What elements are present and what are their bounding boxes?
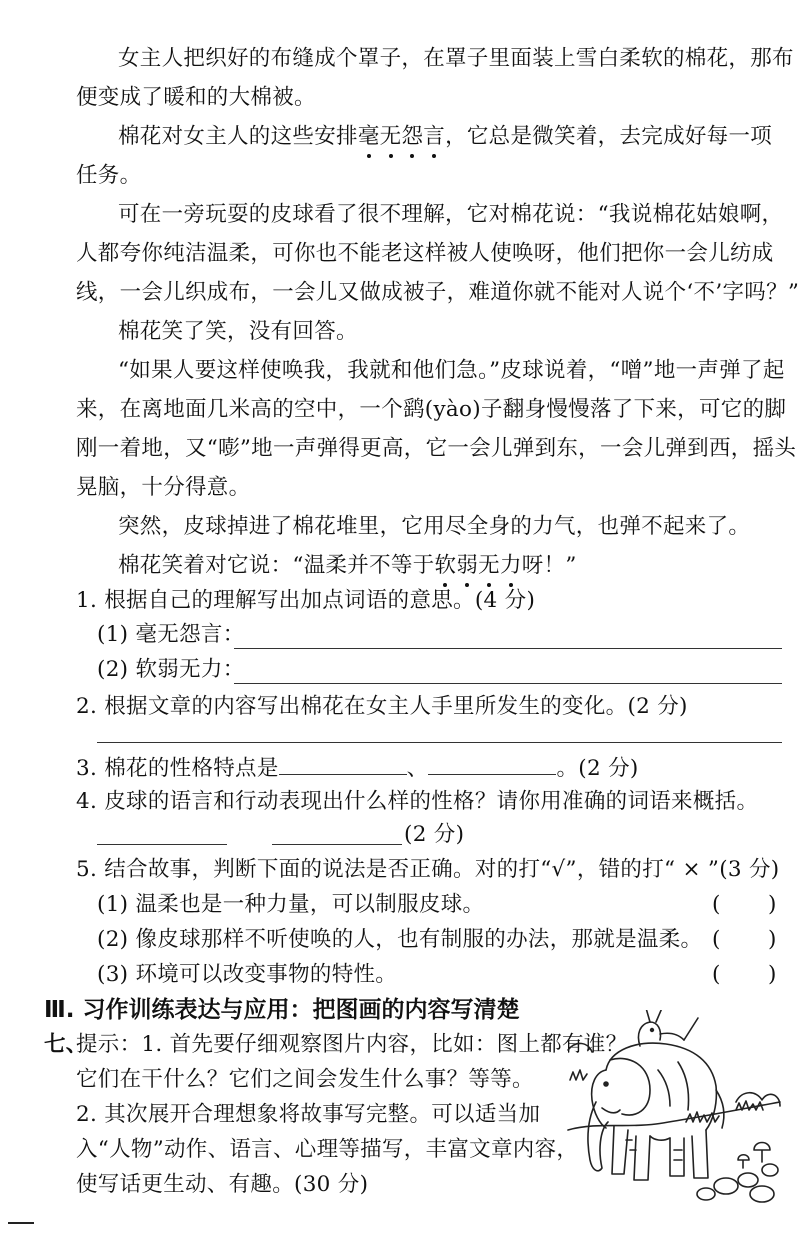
prompt-line: 提示：1. 首先要仔细观察图片内容，比如：图上都有谁？ [76, 1032, 628, 1057]
emphasis-char: 怨 [401, 122, 423, 152]
passage-text: ，它总是微笑着，去完成好每一项 [445, 124, 773, 149]
question-1-2: (2) 软弱无力： [97, 657, 245, 682]
answer-line-1-2[interactable] [234, 683, 782, 684]
elephant-front-leg-2 [612, 1126, 628, 1174]
emphasis-char: 无 [478, 551, 500, 581]
passage-line: 来，在离地面几米高的空中，一个鹞(yào)子翻身慢慢落了下来，可它的脚 [76, 397, 787, 422]
paren-close: ) [768, 962, 777, 987]
elephant-rear-leg-2 [670, 1138, 684, 1176]
answer-blank-3a[interactable] [279, 752, 407, 775]
passage-line: 线，一会儿织成布，一会儿又做成被子，难道你就不能对人说个‘不’字吗？” [76, 280, 800, 305]
elephant-rear-leg [692, 1130, 708, 1178]
passage-line: 晃脑，十分得意。 [76, 475, 251, 500]
pebble [697, 1188, 715, 1200]
paren-close: ) [768, 892, 777, 917]
passage-line: 突然，皮球掉进了棉花堆里，它用尽全身的力气，也弹不起来了。 [118, 514, 751, 539]
emphasis-char: 无 [380, 122, 402, 152]
passage-line: 可在一旁玩耍的皮球看了很不理解，它对棉花说：“我说棉花姑娘啊， [118, 202, 784, 227]
question-3-score: 。(2 分) [556, 756, 639, 781]
passage-line: 便变成了暖和的大棉被。 [76, 85, 316, 110]
question-3-text: 3. 棉花的性格特点是 [76, 756, 279, 781]
question-5-3: (3) 环境可以改变事物的特性。 [97, 962, 398, 987]
rabbit-eye [651, 1029, 654, 1032]
rabbit-ears [646, 1010, 662, 1022]
paren-close: ) [768, 927, 777, 952]
mushroom [738, 1155, 749, 1168]
rabbit-stick [684, 1018, 698, 1040]
elephant-belly [650, 1136, 670, 1140]
question-5: 5. 结合故事，判断下面的说法是否正确。对的打“√”，错的打“ × ”(3 分) [76, 857, 780, 882]
emphasis-char: 毫 [358, 122, 380, 152]
prompt-line: 它们在干什么？它们之间会发生什么事？等等。 [76, 1067, 534, 1092]
pebble [762, 1164, 778, 1176]
question-5-1: (1) 温柔也是一种力量，可以制服皮球。 [97, 892, 485, 917]
elephant-head [592, 1070, 606, 1128]
elephant-front-leg [634, 1136, 650, 1180]
grass-tuft [570, 1070, 587, 1080]
passage-text: 呀！” [521, 553, 577, 578]
passage-line: 女主人把织好的布缝成个罩子，在罩子里面装上雪白柔软的棉花，那布 [118, 46, 794, 71]
passage-text: 棉花对女主人的这些安排 [118, 124, 358, 149]
emphasis-char: 力 [500, 551, 522, 581]
prompt-line: 使写话更生动、有趣。(30 分) [76, 1172, 369, 1197]
mushroom [754, 1143, 770, 1163]
question-1: 1. 根据自己的理解写出加点词语的意思。(4 分) [76, 588, 536, 613]
judge-box-5-1[interactable] [724, 912, 764, 913]
passage-text: 棉花笑着对它说：“温柔并不等于 [118, 553, 435, 578]
bush-left [568, 1043, 592, 1052]
elephant-rabbit-illustration [566, 1010, 782, 1210]
question-1-1: (1) 毫无怨言： [97, 622, 245, 647]
paren-open: ( [712, 927, 721, 952]
question-3-sep: 、 [406, 756, 429, 781]
answer-line-2[interactable] [97, 742, 782, 743]
answer-blank-3b[interactable] [428, 752, 556, 775]
page-corner-mark [8, 1222, 34, 1224]
dotted-phrase-hwy [358, 124, 445, 149]
pebble [714, 1178, 738, 1194]
dotted-phrase-rrwl [435, 553, 522, 578]
prompt-line: 入“人物”动作、语言、心理等描写，丰富文章内容， [76, 1137, 579, 1162]
question-2: 2. 根据文章的内容写出棉花在女主人手里所发生的变化。(2 分) [76, 694, 688, 719]
prompt-line: 2. 其次展开合理想象将故事写完整。可以适当加 [76, 1102, 541, 1127]
elephant-tail [716, 1090, 724, 1128]
passage-line [118, 122, 786, 152]
emphasis-char: 言 [423, 122, 445, 152]
answer-blank-4a[interactable] [97, 844, 227, 845]
question-4: 4. 皮球的语言和行动表现出什么样的性格？请你用准确的词语来概括。 [76, 789, 759, 814]
section-3-title: Ⅲ. 习作训练表达与应用：把图画的内容写清楚 [44, 997, 520, 1023]
emphasis-char: 软 [435, 551, 457, 581]
passage-line [118, 551, 786, 581]
passage-line: 任务。 [76, 163, 142, 188]
answer-line-1-1[interactable] [234, 648, 782, 649]
elephant-trunk [588, 1102, 608, 1171]
elephant-ear [610, 1058, 650, 1115]
passage-line: 棉花笑了笑，没有回答。 [118, 319, 358, 344]
passage-line: 刚一着地，又“嘭”地一声弹得更高，它一会儿弹到东，一会儿弹到西，摇头 [76, 436, 797, 461]
pebble [738, 1173, 758, 1187]
paren-open: ( [712, 962, 721, 987]
question-5-2: (2) 像皮球那样不听使唤的人，也有制服的办法，那就是温柔。 [97, 927, 703, 952]
question-7-label: 七、 [44, 1032, 88, 1057]
question-3 [76, 752, 786, 784]
question-4-score: (2 分) [404, 822, 465, 847]
passage-line: 人都夸你纯洁温柔，可你也不能老这样被人使唤呀，他们把你一会儿纺成 [76, 241, 774, 266]
answer-blank-4b[interactable] [272, 844, 402, 845]
elephant-tusk [602, 1108, 620, 1113]
passage-line: “如果人要这样使唤我，我就和他们急。”皮球说着，“噌”地一声弹了起 [118, 358, 785, 383]
rabbit-arm [660, 1033, 684, 1040]
elephant-eye [604, 1082, 608, 1086]
emphasis-char: 弱 [456, 551, 478, 581]
pebble [750, 1186, 774, 1202]
paren-open: ( [712, 892, 721, 917]
